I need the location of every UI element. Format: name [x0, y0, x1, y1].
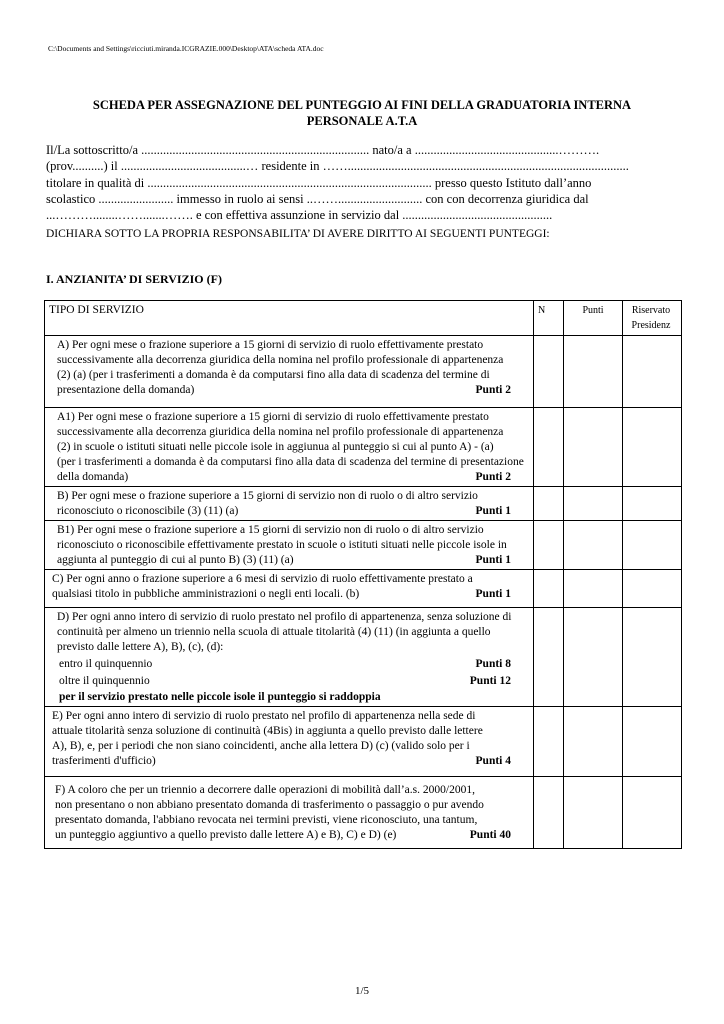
- service-table: [44, 300, 682, 849]
- row-description: [45, 777, 534, 849]
- table-row: [45, 707, 682, 777]
- row-points: Punti 2: [475, 471, 511, 483]
- row-line: non presentano o non abbiano presentato domanda di trasferimento o passaggio o pur avendo: [55, 799, 484, 811]
- riservato-cell: [623, 487, 682, 521]
- header-riservato: Riservato Presidenz: [623, 301, 682, 336]
- punti-cell[interactable]: [564, 570, 623, 608]
- riservato-cell: [623, 570, 682, 608]
- punti-cell[interactable]: [564, 521, 623, 570]
- row-description: [45, 608, 534, 707]
- row-line: della domanda): [57, 471, 129, 483]
- riservato-cell: [623, 336, 682, 408]
- row-line: un punteggio aggiuntivo a quello previsto dalle lettere A) e B), C) e D) (e): [55, 829, 397, 841]
- intro-line: ...………........…….......……. e con effettiva assunzione in servizio dal ................................................: [46, 208, 553, 223]
- sub-item: [57, 674, 527, 689]
- riservato-cell: [623, 608, 682, 707]
- row-line: D) Per ogni anno intero di servizio di ruolo prestato nel profilo di appartenenza, senza soluzione di: [57, 611, 512, 623]
- row-line: A), B), e, per i periodi che non siano coincidenti, anche alla lettera D) (c) (valido solo per i: [52, 740, 470, 752]
- header-punti: Punti: [564, 301, 623, 336]
- page-number: 1/5: [354, 985, 370, 997]
- table-row: [45, 570, 682, 608]
- intro-paragraph: [46, 142, 682, 223]
- riservato-cell: [623, 777, 682, 849]
- row-line: (2) in scuole o istituti situati nelle piccole isole in aggiunua al punteggio si cui al punto A) - (a): [57, 441, 494, 453]
- n-cell[interactable]: [534, 570, 564, 608]
- row-points: Punti 1: [475, 554, 511, 566]
- n-cell[interactable]: [534, 777, 564, 849]
- row-points: Punti 1: [475, 588, 511, 600]
- punti-cell[interactable]: [564, 408, 623, 487]
- row-last-line: [55, 828, 527, 843]
- row-line: previsto dalle lettere A), B), (c), (d):: [57, 641, 224, 653]
- n-cell[interactable]: [534, 608, 564, 707]
- n-cell[interactable]: [534, 521, 564, 570]
- declaration-text: DICHIARA SOTTO LA PROPRIA RESPONSABILITA’ DI AVERE DIRITTO AI SEGUENTI PUNTEGGI:: [46, 228, 550, 240]
- row-line: B1) Per ogni mese o frazione superiore a 15 giorni di servizio non di ruolo o di altro servizio: [57, 524, 484, 536]
- row-last-line: [57, 470, 527, 485]
- header-n: N: [534, 301, 564, 336]
- row-last-line: [52, 754, 527, 769]
- row-line: B) Per ogni mese o frazione superiore a 15 giorni di servizio non di ruolo o di altro servizio: [57, 490, 478, 502]
- punti-cell[interactable]: [564, 608, 623, 707]
- row-line: A) Per ogni mese o frazione superiore a 15 giorni di servizio di ruolo effettivamente prestato: [57, 339, 484, 351]
- row-line: presentazione della domanda): [57, 384, 195, 396]
- row-line: E) Per ogni anno intero di servizio di ruolo prestato nel profilo di appartenenza nella sede di: [52, 710, 476, 722]
- row-last-line: [57, 504, 527, 519]
- riservato-cell: [623, 707, 682, 777]
- n-cell[interactable]: [534, 487, 564, 521]
- punti-cell[interactable]: [564, 707, 623, 777]
- row-line: A1) Per ogni mese o frazione superiore a 15 giorni di servizio di ruolo effettivamente prestato: [57, 411, 489, 423]
- row-line: trasferimenti d'ufficio): [52, 755, 156, 767]
- punti-cell[interactable]: [564, 336, 623, 408]
- row-description: [45, 570, 534, 608]
- row-line: aggiunta al punteggio di cui al punto B) (3) (11) (a): [57, 554, 294, 566]
- intro-line: titolare in qualità di ........................................................................................... presso questo Istituto dall’anno: [46, 175, 592, 190]
- riservato-cell: [623, 521, 682, 570]
- n-cell[interactable]: [534, 707, 564, 777]
- sub-label: oltre il quinquennio: [59, 675, 150, 687]
- table-row: [45, 408, 682, 487]
- intro-line: scolastico ........................ immesso in ruolo ai sensi ..……........................... con con decorrenza giuridica dal: [46, 191, 589, 206]
- row-line: successivamente alla decorrenza giuridica della nomina nel profilo professionale di appartenenza: [57, 426, 504, 438]
- row-line: continuità per almeno un triennio nella scuola di attuale titolarità (4) (11) (in aggiunta a quello: [57, 626, 491, 638]
- row-last-line: [57, 553, 527, 568]
- sub-item: [57, 657, 527, 672]
- table-header-row: [45, 301, 682, 336]
- row-line: attuale titolarità senza soluzione di continuità (4Bis) in aggiunta a quello previsto dalle lettere: [52, 725, 483, 737]
- table-row: [45, 777, 682, 849]
- intro-line: Il/La sottoscritto/a ......................................................................... nato/a a ..............................................……….: [46, 143, 600, 157]
- row-points: Punti 40: [469, 829, 511, 841]
- row-line: (2) (a) (per i trasferimenti a domanda è da computarsi fino alla data di scadenza del termine di: [57, 369, 490, 381]
- section-title: I. ANZIANITA’ DI SERVIZIO (F): [46, 272, 222, 286]
- title-line-1: SCHEDA PER ASSEGNAZIONE DEL PUNTEGGIO AI FINI DELLA GRADUATORIA INTERNA: [92, 98, 632, 112]
- row-line: (per i trasferimenti a domanda è da computarsi fino alla data di scadenza del termine di presentazione: [57, 456, 524, 468]
- row-points: Punti 1: [475, 505, 511, 517]
- row-points: Punti 8: [475, 658, 511, 670]
- row-description: [45, 521, 534, 570]
- row-line: riconosciuto o riconoscibile (3) (11) (a): [57, 505, 239, 517]
- row-points: Punti 4: [475, 755, 511, 767]
- row-line: qualsiasi titolo in pubbliche amministrazioni o negli enti locali. (b): [52, 588, 360, 600]
- table-row: [45, 487, 682, 521]
- table-row: [45, 336, 682, 408]
- row-line: F) A coloro che per un triennio a decorrere dalle operazioni di mobilità dall’a.s. 2000/2001,: [55, 784, 475, 796]
- row-points: Punti 12: [469, 675, 511, 687]
- punti-cell[interactable]: [564, 777, 623, 849]
- row-line: riconosciuto o riconoscibile effettivamente prestato in scuole o istituti situati nelle piccole isole in: [57, 539, 507, 551]
- title-line-2: PERSONALE A.T.A: [306, 114, 418, 128]
- row-description: [45, 707, 534, 777]
- document-title: [40, 97, 684, 129]
- row-line: presentato domanda, l'abbiano revocata nei termini previsti, viene riconosciuto, una tantum,: [55, 814, 478, 826]
- file-path: C:\Documents and Settings\ricciuti.miranda.ICGRAZIE.000\Desktop\ATA\scheda ATA.doc: [48, 44, 324, 53]
- row-line: C) Per ogni anno o frazione superiore a 6 mesi di servizio di ruolo effettivamente prestato a: [52, 573, 473, 585]
- bold-note: per il servizio prestato nelle piccole isole il punteggio si raddoppia: [59, 691, 381, 703]
- row-description: [45, 487, 534, 521]
- n-cell[interactable]: [534, 408, 564, 487]
- table-row: [45, 608, 682, 707]
- row-last-line: [57, 383, 527, 398]
- row-line: successivamente alla decorrenza giuridica della nomina nel profilo professionale di appartenenza: [57, 354, 504, 366]
- n-cell[interactable]: [534, 336, 564, 408]
- row-last-line: [52, 587, 527, 602]
- sub-label: entro il quinquennio: [59, 658, 153, 670]
- intro-line: (prov..........) il ........................................… residente in ……..........................................................................................: [46, 159, 629, 174]
- row-points: Punti 2: [475, 384, 511, 396]
- table-row: [45, 521, 682, 570]
- header-tipo: TIPO DI SERVIZIO: [45, 301, 534, 336]
- riservato-cell: [623, 408, 682, 487]
- punti-cell[interactable]: [564, 487, 623, 521]
- row-description: [45, 408, 534, 487]
- row-description: [45, 336, 534, 408]
